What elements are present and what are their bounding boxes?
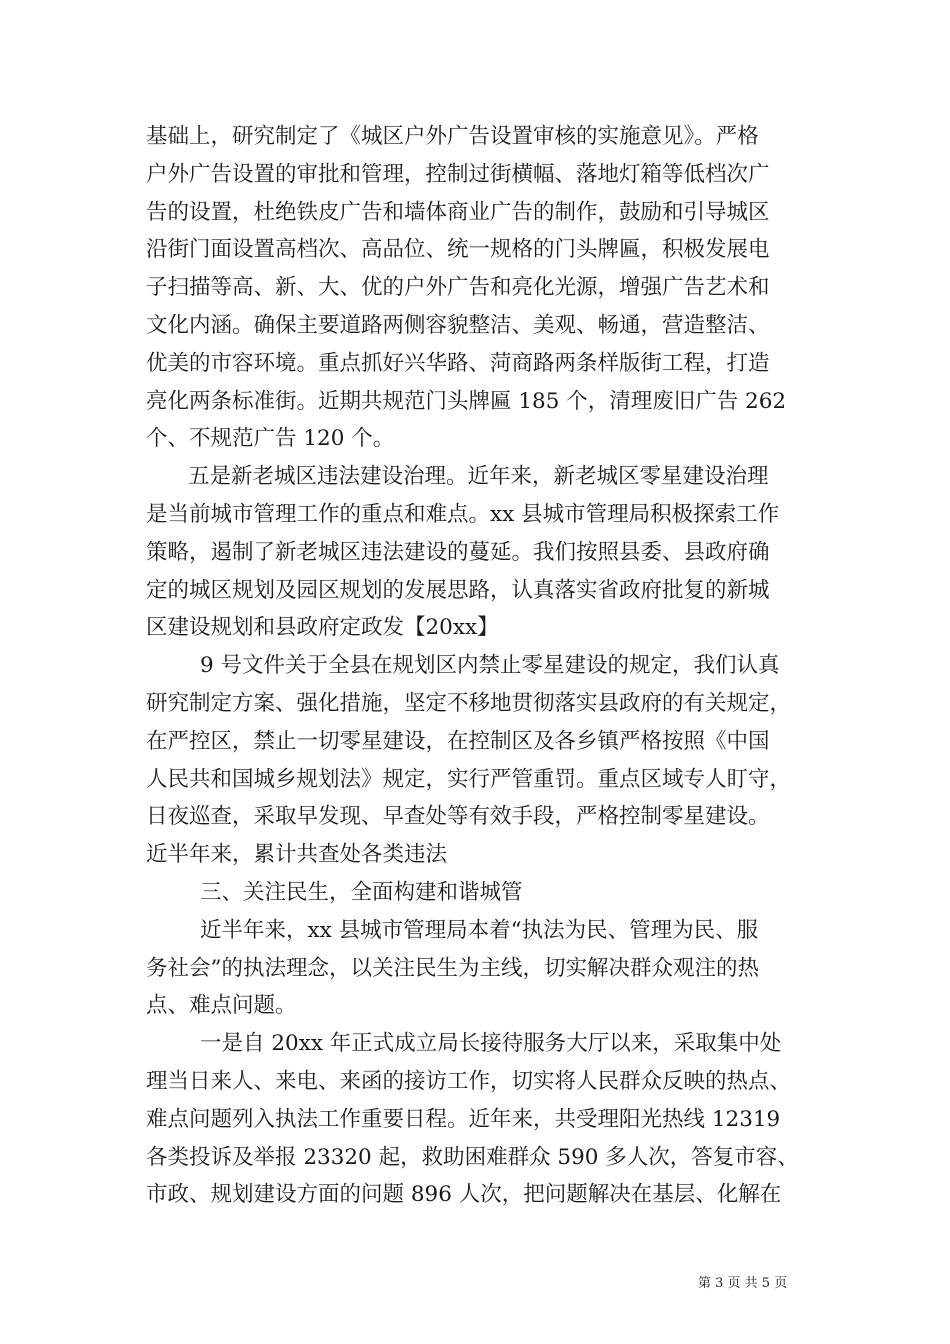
text-line: 是当前城市管理工作的重点和难点。xx 县城市管理局积极探索工作	[146, 501, 780, 527]
text-line: 定的城区规划及园区规划的发展思路，认真落实省政府批复的新城	[146, 577, 770, 603]
text-line: 务社会”的执法理念，以关注民生为主线，切实解决群众观注的热	[146, 955, 759, 981]
text-line: 户外广告设置的审批和管理，控制过街横幅、落地灯箱等低档次广	[146, 161, 770, 187]
text-line: 人民共和国城乡规划法》规定，实行严管重罚。重点区域专人盯守，	[146, 766, 792, 792]
text-line: 一是自 20xx 年正式成立局长接待服务大厅以来，采取集中处	[200, 1031, 782, 1057]
body-text	[146, 118, 808, 1214]
text-line: 研究制定方案、强化措施，坚定不移地贯彻落实县政府的有关规定，	[146, 690, 792, 716]
text-line: 区建设规划和县政府定政发【20xx】	[146, 615, 499, 641]
text-line: 基础上，研究制定了《城区户外广告设置审核的实施意见》。严格	[146, 124, 759, 149]
text-line: 个、不规范广告 120 个。	[146, 426, 395, 452]
text-line: 五是新老城区违法建设治理。近年来，新老城区零星建设治理	[188, 464, 769, 490]
page-number: 第 3 页 共 5 页	[698, 1276, 788, 1291]
text-line: 沿街门面设置高档次、高品位、统一规格的门头牌匾，积极发展电	[146, 237, 770, 263]
text-line: 市政、规划建设方面的问题 896 人次，把问题解决在基层、化解在	[146, 1182, 782, 1208]
text-line: 9 号文件关于全县在规划区内禁止零星建设的规定，我们认真	[200, 653, 780, 679]
text-line: 日夜巡查，采取早发现、早查处等有效手段，严格控制零星建设。	[146, 804, 770, 830]
text-line: 理当日来人、来电、来函的接访工作，切实将人民群众反映的热点、	[146, 1068, 792, 1094]
text-line: 点、难点问题。	[146, 993, 297, 1019]
text-line: 优美的市容环境。重点抓好兴华路、菏商路两条样版街工程，打造	[146, 350, 770, 376]
section-heading: 三、关注民生，全面构建和谐城管	[200, 879, 523, 905]
text-line: 难点问题列入执法工作重要日程。近年来，共受理阳光热线 12319	[146, 1106, 781, 1132]
text-line: 近半年来，xx 县城市管理局本着“执法为民、管理为民、服	[200, 917, 759, 943]
text-line: 策略，遏制了新老城区违法建设的蔓延。我们按照县委、县政府确	[146, 539, 770, 565]
text-line: 各类投诉及举报 23320 起，救助困难群众 590 多人次，答复市容、	[146, 1144, 799, 1170]
text-line: 亮化两条标准街。近期共规范门头牌匾 185 个，清理废旧广告 262	[146, 388, 787, 414]
text-line: 在严控区，禁止一切零星建设，在控制区及各乡镇严格按照《中国	[146, 728, 770, 754]
text-line: 文化内涵。确保主要道路两侧容貌整洁、美观、畅通，营造整洁、	[146, 312, 770, 338]
text-line: 近半年来，累计共查处各类违法	[146, 842, 448, 868]
text-line: 告的设置，杜绝铁皮广告和墙体商业广告的制作，鼓励和引导城区	[146, 199, 770, 225]
text-line: 子扫描等高、新、大、优的户外广告和亮化光源，增强广告艺术和	[146, 275, 770, 301]
